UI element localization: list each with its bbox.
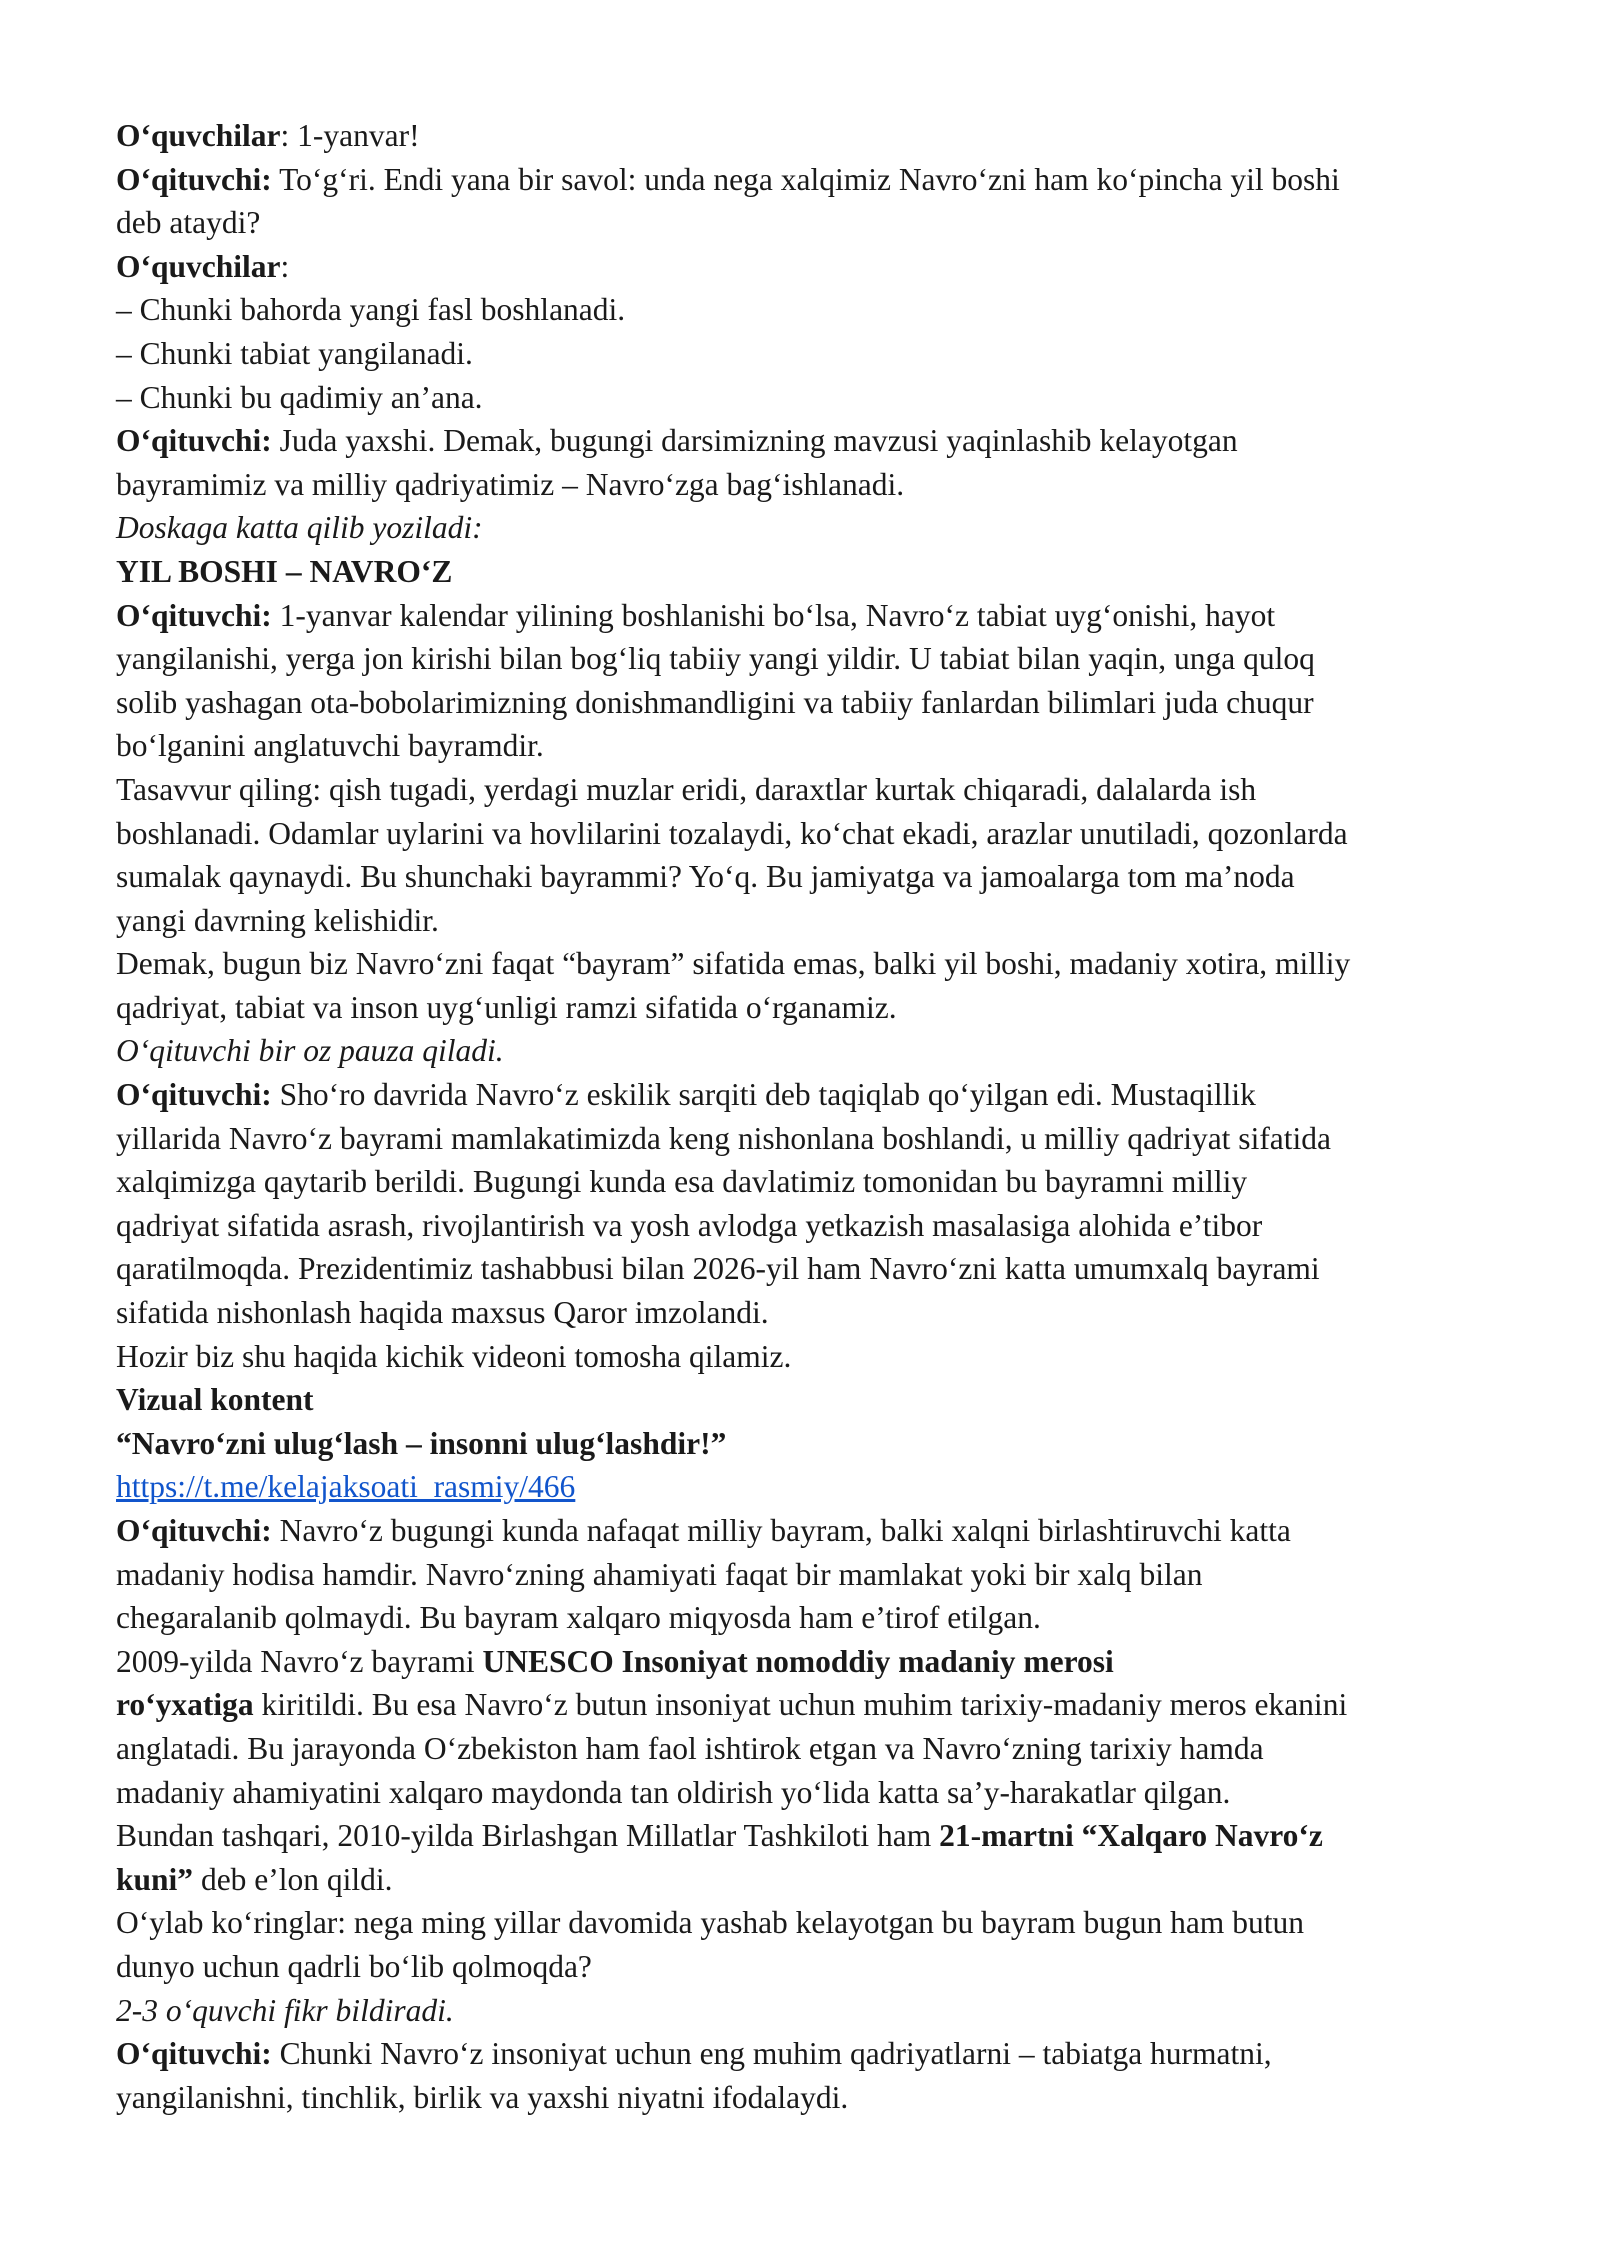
text-line: [116, 637, 1490, 681]
text-line: [116, 1727, 1490, 1771]
bold-text: 21-martni “Xalqaro Navro‘z: [939, 1818, 1323, 1854]
text-span: – Chunki tabiat yangilanadi.: [116, 335, 473, 371]
text-line: [116, 158, 1490, 202]
text-line: [116, 1945, 1490, 1989]
text-line: [116, 1378, 1490, 1422]
text-span: anglatadi. Bu jarayonda O‘zbekiston ham faol ishtirok etgan va Navro‘zning tarixiy hamda: [116, 1730, 1264, 1766]
text-span: To‘g‘ri. Endi yana bir savol: unda nega xalqimiz Navro‘zni ham ko‘pincha yil boshi: [271, 161, 1340, 197]
text-line: [116, 1814, 1490, 1858]
italic-text: O‘qituvchi bir oz pauza qiladi.: [116, 1033, 504, 1069]
text-line: [116, 681, 1490, 725]
text-span: xalqimizga qaytarib berildi. Bugungi kunda esa davlatimiz tomonidan bu bayramni milliy: [116, 1164, 1248, 1200]
text-line: [116, 1204, 1490, 1248]
bold-text: O‘quvchilar: [116, 248, 281, 284]
text-line: [116, 245, 1490, 289]
text-line: [116, 419, 1490, 463]
bold-text: UNESCO Insoniyat nomoddiy madaniy merosi: [482, 1643, 1114, 1679]
text-span: yillarida Navro‘z bayrami mamlakatimizda keng nishonlana boshlandi, u milliy qadriyat sifatida: [116, 1120, 1332, 1156]
italic-text: Doskaga katta qilib yoziladi:: [116, 510, 483, 546]
text-line: [116, 1989, 1490, 2033]
text-span: yangilanishni, tinchlik, birlik va yaxshi niyatni ifodalaydi.: [116, 2079, 849, 2115]
text-line: [116, 2076, 1490, 2120]
text-line: [116, 1683, 1490, 1727]
text-span: boshlanadi. Odamlar uylarini va hovlilarini tozalaydi, ko‘chat ekadi, arazlar unutiladi, qozonlarda: [116, 815, 1348, 851]
text-line: [116, 768, 1490, 812]
text-span: 1-yanvar kalendar yilining boshlanishi bo‘lsa, Navro‘z tabiat uyg‘onishi, hayot: [271, 597, 1276, 633]
text-span: madaniy hodisa hamdir. Navro‘zning ahamiyati faqat bir mamlakat yoki bir xalq bilan: [116, 1556, 1203, 1592]
video-link[interactable]: https://t.me/kelajaksoati_rasmiy/466: [116, 1469, 576, 1505]
bold-text: O‘quvchilar: [116, 118, 281, 153]
text-span: Bundan tashqari, 2010-yilda Birlashgan Millatlar Tashkiloti ham: [116, 1818, 940, 1854]
text-line: [116, 1291, 1490, 1335]
text-line: [116, 1901, 1490, 1945]
text-span: Juda yaxshi. Demak, bugungi darsimizning mavzusi yaqinlashib kelayotgan: [271, 423, 1238, 459]
text-span: qadriyat sifatida asrash, rivojlantirish va yosh avlodga yetkazish masalasiga alohida e’tibor: [116, 1207, 1263, 1243]
text-span: qadriyat, tabiat va inson uyg‘unligi ramzi sifatida o‘rganamiz.: [116, 989, 897, 1025]
bold-text: O‘qituvchi:: [116, 597, 272, 633]
text-span: Navro‘z bugungi kunda nafaqat milliy bayram, balki xalqni birlashtiruvchi katta: [271, 1513, 1291, 1548]
text-line: [116, 1247, 1490, 1291]
text-span: madaniy ahamiyatini xalqaro maydonda tan oldirish yo‘lida katta sa’y-harakatlar qilgan.: [116, 1774, 1231, 1810]
text-line: [116, 899, 1490, 943]
text-span: bayramimiz va milliy qadriyatimiz – Navro‘zga bag‘ishlanadi.: [116, 466, 905, 502]
text-line: [116, 986, 1490, 1030]
text-span: :: [280, 248, 290, 284]
text-span: Demak, bugun biz Navro‘zni faqat “bayram” sifatida emas, balki yil boshi, madaniy xotira, milliy: [116, 946, 1351, 982]
text-span: solib yashagan ota-bobolarimizning donishmandligini va tabiiy fanlardan bilimlari juda chuqur: [116, 684, 1314, 720]
text-line: [116, 855, 1490, 899]
text-span: Hozir biz shu haqida kichik videoni tomosha qilamiz.: [116, 1338, 792, 1374]
text-line: [116, 1073, 1490, 1117]
bold-text: O‘qituvchi:: [116, 1077, 272, 1113]
text-line: [116, 942, 1490, 986]
bold-text: O‘qituvchi:: [116, 161, 272, 197]
text-line: [116, 1596, 1490, 1640]
text-line: [116, 201, 1490, 245]
text-line: [116, 1640, 1490, 1684]
text-line: [116, 1422, 1490, 1466]
text-span: – Chunki bahorda yangi fasl boshlanadi.: [116, 292, 626, 328]
text-line: [116, 1771, 1490, 1815]
text-line: [116, 1160, 1490, 1204]
text-line: [116, 724, 1490, 768]
text-span: – Chunki bu qadimiy an’ana.: [116, 379, 483, 415]
text-span: sumalak qaynaydi. Bu shunchaki bayrammi? Yo‘q. Bu jamiyatga va jamoalarga tom ma’noda: [116, 859, 1295, 895]
text-span: 2009-yilda Navro‘z bayrami: [116, 1643, 483, 1679]
bold-text: “Navro‘zni ulug‘lash – insonni ulug‘lashdir!”: [116, 1425, 727, 1461]
bold-text: ro‘yxatiga: [116, 1687, 254, 1723]
text-span: bo‘lganini anglatuvchi bayramdir.: [116, 728, 544, 764]
text-span: sifatida nishonlash haqida maxsus Qaror imzolandi.: [116, 1295, 769, 1331]
italic-text: 2-3 o‘quvchi fikr bildiradi.: [116, 1992, 454, 2028]
bold-text: YIL BOSHI – NAVRO‘Z: [116, 553, 453, 589]
text-line: [116, 1117, 1490, 1161]
bold-text: O‘qituvchi:: [116, 1513, 272, 1548]
text-span: yangilanishi, yerga jon kirishi bilan bog‘liq tabiiy yangi yildir. U tabiat bilan yaqin, unga quloq: [116, 641, 1315, 677]
text-line: [116, 506, 1490, 550]
text-line: [116, 1858, 1490, 1902]
text-line: [116, 550, 1490, 594]
bold-text: O‘qituvchi:: [116, 423, 272, 459]
text-span: Sho‘ro davrida Navro‘z eskilik sarqiti deb taqiqlab qo‘yilgan edi. Mustaqillik: [271, 1077, 1256, 1113]
text-span: deb e’lon qildi.: [193, 1861, 393, 1897]
text-span: chegaralanib qolmaydi. Bu bayram xalqaro miqyosda ham e’tirof etilgan.: [116, 1600, 1041, 1636]
bold-text: kuni”: [116, 1861, 194, 1897]
text-line: [116, 1029, 1490, 1073]
text-span: dunyo uchun qadrli bo‘lib qolmoqda?: [116, 1948, 592, 1984]
bold-text: O‘qituvchi:: [116, 2036, 272, 2072]
text-line: [116, 114, 1490, 158]
text-line: [116, 1553, 1490, 1597]
text-span: Tasavvur qiling: qish tugadi, yerdagi muzlar eridi, daraxtlar kurtak chiqaradi, dalalarda ish: [116, 771, 1257, 807]
text-span: Chunki Navro‘z insoniyat uchun eng muhim qadriyatlarni – tabiatga hurmatni,: [271, 2036, 1272, 2072]
text-span: qaratilmoqda. Prezidentimiz tashabbusi bilan 2026-yil ham Navro‘zni katta umumxalq bayrami: [116, 1251, 1320, 1287]
text-line: [116, 2032, 1490, 2076]
text-line: [116, 594, 1490, 638]
text-span: deb ataydi?: [116, 205, 261, 241]
text-span: O‘ylab ko‘ringlar: nega ming yillar davomida yashab kelayotgan bu bayram bugun ham butun: [116, 1905, 1304, 1941]
text-span: yangi davrning kelishidir.: [116, 902, 439, 938]
text-line: [116, 1335, 1490, 1379]
bold-text: Vizual kontent: [116, 1382, 314, 1418]
text-line: [116, 1509, 1490, 1553]
text-line: [116, 463, 1490, 507]
text-line: [116, 288, 1490, 332]
text-line: [116, 376, 1490, 420]
text-span: : 1-yanvar!: [280, 118, 420, 153]
text-line: [116, 332, 1490, 376]
text-line: [116, 1465, 1490, 1509]
text-line: [116, 812, 1490, 856]
text-span: kiritildi. Bu esa Navro‘z butun insoniyat uchun muhim tarixiy-madaniy meros ekanini: [253, 1687, 1348, 1723]
